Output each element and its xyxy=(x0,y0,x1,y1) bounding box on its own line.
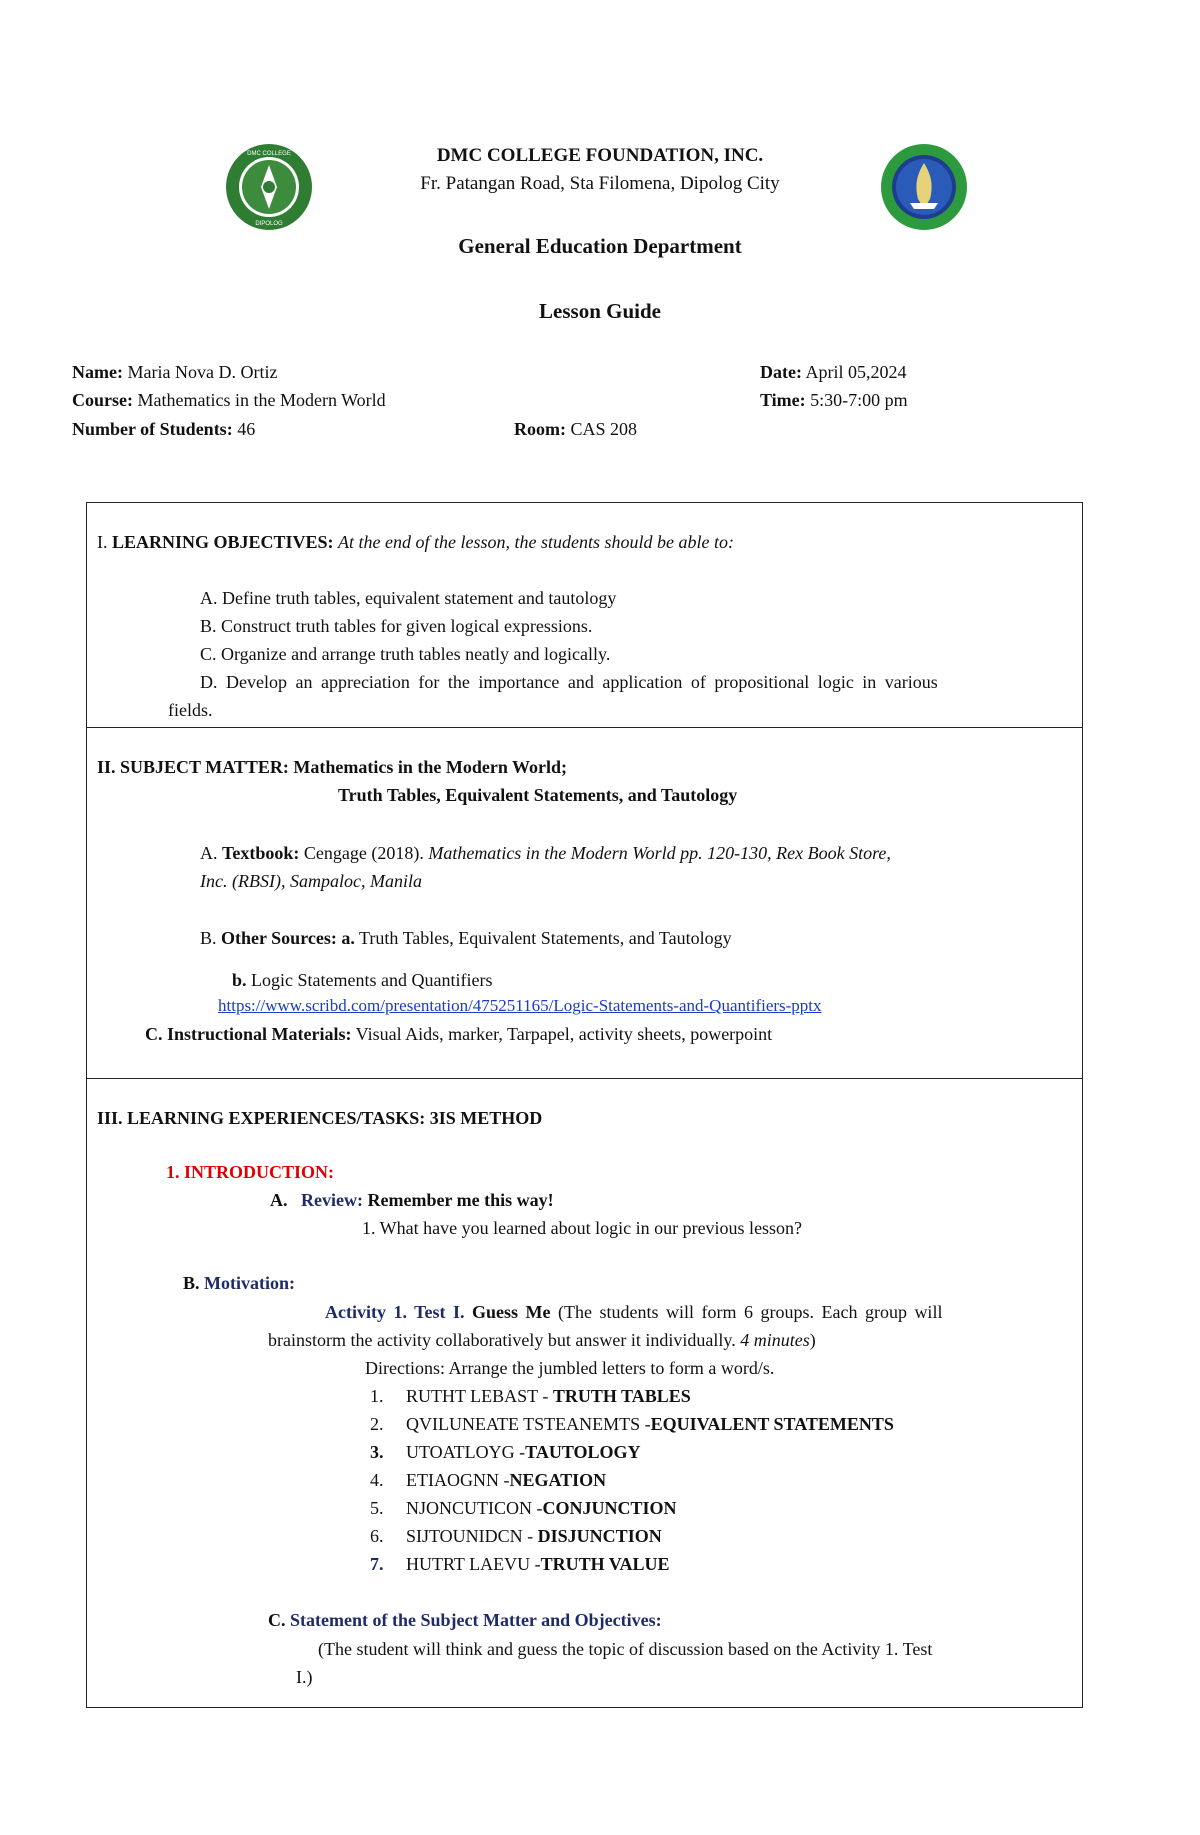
course-value: Mathematics in the Modern World xyxy=(137,390,386,410)
review-question: 1. What have you learned about logic in our previous lesson? xyxy=(362,1218,803,1238)
objective-item: D. Develop an appreciation for the importance and application of propositional logic in various xyxy=(200,672,938,692)
room-field xyxy=(514,419,637,440)
experiences-heading: III. LEARNING EXPERIENCES/TASKS: 3IS METHOD xyxy=(97,1108,543,1128)
other-sources-prefix: B. xyxy=(200,928,217,948)
section-divider xyxy=(86,727,1083,728)
statement-line xyxy=(268,1610,662,1631)
activity-title: Guess Me xyxy=(472,1302,551,1322)
answer-word: CONJUNCTION xyxy=(542,1498,677,1518)
textbook-title: Mathematics in the Modern World pp. 120-130, Rex Book Store, xyxy=(428,843,891,863)
motivation-label: Motivation: xyxy=(204,1273,295,1293)
room-label: Room: xyxy=(514,419,566,439)
subject-line2: Truth Tables, Equivalent Statements, and Tautology xyxy=(338,785,738,805)
organization-name: DMC COLLEGE FOUNDATION, INC. xyxy=(436,145,764,166)
list-item xyxy=(370,1386,691,1407)
objectives-title: LEARNING OBJECTIVES: xyxy=(112,532,334,552)
jumbled-word: HUTRT LAEVU - xyxy=(406,1554,541,1574)
activity-line xyxy=(325,1302,942,1323)
activity-label: Activity 1. Test I. xyxy=(325,1302,465,1322)
answer-word: TAUTOLOGY xyxy=(525,1442,641,1462)
jumbled-word: RUTHT LEBAST - xyxy=(406,1386,553,1406)
statement-text: (The student will think and guess the topic of discussion based on the Activity 1. Test xyxy=(318,1639,933,1659)
review-prefix: A. xyxy=(270,1190,288,1210)
name-label: Name: xyxy=(72,362,123,382)
room-value: CAS 208 xyxy=(570,419,638,439)
svg-text:DMC COLLEGE: DMC COLLEGE xyxy=(247,151,291,157)
answer-word: EQUIVALENT STATEMENTS xyxy=(650,1414,894,1434)
textbook-line xyxy=(200,843,891,864)
textbook-prefix: A. xyxy=(200,843,218,863)
source-b-text: Logic Statements and Quantifiers xyxy=(251,970,493,990)
statement-text-continued: I.) xyxy=(296,1667,313,1687)
jumbled-word: UTOATLOYG - xyxy=(406,1442,526,1462)
source-link-line xyxy=(218,996,822,1016)
objectives-heading xyxy=(97,532,734,553)
department-title: General Education Department xyxy=(458,234,742,258)
other-sources-label: Other Sources: xyxy=(221,928,337,948)
motivation-prefix: B. xyxy=(183,1273,200,1293)
jumbled-word: ETIAOGNN - xyxy=(406,1470,510,1490)
activity-text-continued: brainstorm the activity collaboratively but answer it individually. xyxy=(268,1330,736,1350)
textbook-citation: Cengage (2018). xyxy=(303,843,424,863)
list-item xyxy=(370,1498,677,1519)
objective-item: B. Construct truth tables for given logical expressions. xyxy=(200,616,593,636)
students-value: 46 xyxy=(237,419,256,439)
activity-time: 4 minutes xyxy=(740,1330,810,1350)
introduction-heading: 1. INTRODUCTION: xyxy=(166,1162,335,1182)
date-field xyxy=(760,362,907,383)
objectives-intro: At the end of the lesson, the students should be able to: xyxy=(338,532,734,552)
list-item-number: 6. xyxy=(370,1526,384,1546)
activity-text: (The students will form 6 groups. Each group will xyxy=(558,1302,943,1322)
list-item xyxy=(370,1414,894,1435)
students-label: Number of Students: xyxy=(72,419,233,439)
materials-label: C. Instructional Materials: xyxy=(145,1024,352,1044)
activity-close: ) xyxy=(809,1330,816,1350)
jumbled-word: SIJTOUNIDCN - xyxy=(406,1526,538,1546)
objective-item: A. Define truth tables, equivalent statement and tautology xyxy=(200,588,617,608)
name-field xyxy=(72,362,277,383)
materials-line xyxy=(145,1024,772,1045)
subject-line1: Mathematics in the Modern World; xyxy=(293,757,568,777)
list-item xyxy=(370,1554,669,1575)
objective-item: C. Organize and arrange truth tables neatly and logically. xyxy=(200,644,611,664)
statement-label: Statement of the Subject Matter and Objectives: xyxy=(290,1610,662,1630)
list-item-number: 3. xyxy=(370,1442,384,1462)
date-value: April 05,2024 xyxy=(805,362,907,382)
jumbled-word: NJONCUTICON - xyxy=(406,1498,543,1518)
table-top-border xyxy=(86,502,1083,503)
review-line xyxy=(270,1190,554,1211)
answer-word: TRUTH VALUE xyxy=(540,1554,670,1574)
directions-text: Directions: Arrange the jumbled letters to form a word/s. xyxy=(365,1358,775,1378)
jumbled-word: QVILUNEATE TSTEANEMTS - xyxy=(406,1414,651,1434)
svg-text:DIPOLOG: DIPOLOG xyxy=(255,221,283,227)
subject-title: II. SUBJECT MATTER: xyxy=(97,757,289,777)
answer-word: DISJUNCTION xyxy=(537,1526,662,1546)
table-bottom-border xyxy=(86,1707,1083,1708)
review-title: Remember me this way! xyxy=(367,1190,554,1210)
list-item-number: 4. xyxy=(370,1470,384,1490)
list-item xyxy=(370,1470,606,1491)
students-field xyxy=(72,419,255,440)
source-link[interactable]: https://www.scribd.com/presentation/475251165/Logic-Statements-and-Quantifiers-pptx xyxy=(218,996,822,1015)
name-value: Maria Nova D. Ortiz xyxy=(127,362,278,382)
course-field xyxy=(72,390,386,411)
source-b-line xyxy=(232,970,492,991)
materials-text: Visual Aids, marker, Tarpapel, activity sheets, powerpoint xyxy=(355,1024,773,1044)
answer-word: TRUTH TABLES xyxy=(552,1386,691,1406)
list-item-number: 2. xyxy=(370,1414,384,1434)
organization-address: Fr. Patangan Road, Sta Filomena, Dipolog City xyxy=(420,173,780,194)
list-item xyxy=(370,1442,641,1463)
list-item xyxy=(370,1526,662,1547)
subject-heading xyxy=(97,757,567,778)
list-item-number: 1. xyxy=(370,1386,384,1406)
motivation-line xyxy=(183,1273,295,1294)
review-label: Review: xyxy=(301,1190,363,1210)
course-label: Course: xyxy=(72,390,133,410)
list-item-number: 5. xyxy=(370,1498,384,1518)
activity-line-2 xyxy=(268,1330,816,1351)
time-label: Time: xyxy=(760,390,806,410)
textbook-publisher: Inc. (RBSI), Sampaloc, Manila xyxy=(200,871,422,891)
textbook-label: Textbook: xyxy=(222,843,300,863)
objectives-prefix: I. xyxy=(97,532,108,552)
time-value: 5:30-7:00 pm xyxy=(810,390,908,410)
time-field xyxy=(760,390,908,411)
answer-word: NEGATION xyxy=(509,1470,607,1490)
section-divider xyxy=(86,1078,1083,1079)
statement-prefix: C. xyxy=(268,1610,286,1630)
list-item-number: 7. xyxy=(370,1554,384,1574)
source-a-marker: a. xyxy=(341,928,355,948)
date-label: Date: xyxy=(760,362,802,382)
other-sources-line xyxy=(200,928,732,949)
source-a-text: Truth Tables, Equivalent Statements, and Tautology xyxy=(359,928,732,948)
objective-item-continued: fields. xyxy=(168,700,213,720)
document-title: Lesson Guide xyxy=(539,299,661,323)
source-b-marker: b. xyxy=(232,970,247,990)
